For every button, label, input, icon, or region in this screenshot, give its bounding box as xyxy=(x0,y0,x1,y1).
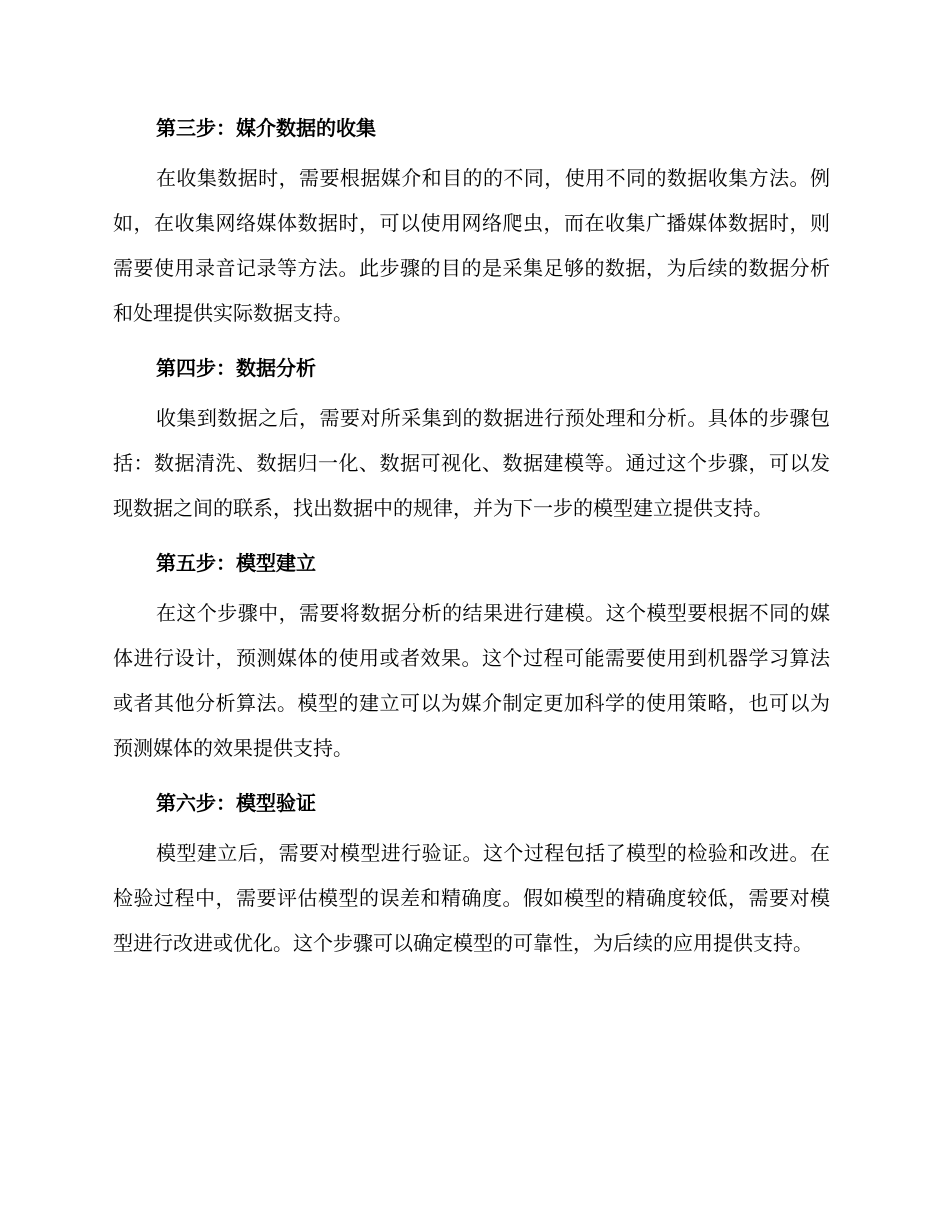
section-body-step-6: 模型建立后，需要对模型进行验证。这个过程包括了模型的检验和改进。在检验过程中，需要评估模型的误差和精确度。假如模型的精确度较低，需要对模型进行改进或优化。这个步骤可以确定模型的可靠性，为后续的应用提供支持。 xyxy=(113,841,830,955)
section-body-step-3: 在收集数据时，需要根据媒介和目的的不同，使用不同的数据收集方法。例如，在收集网络媒体数据时，可以使用网络爬虫，而在收集广播媒体数据时，则需要使用录音记录等方法。此步骤的目的是采集足够的数据，为后续的数据分析和处理提供实际数据支持。 xyxy=(113,166,830,325)
section-body-step-5: 在这个步骤中，需要将数据分析的结果进行建模。这个模型要根据不同的媒体进行设计，预测媒体的使用或者效果。这个过程可能需要使用到机器学习算法或者其他分析算法。模型的建立可以为媒介制定更加科学的使用策略，也可以为预测媒体的效果提供支持。 xyxy=(113,601,830,760)
section-body-step-4: 收集到数据之后，需要对所采集到的数据进行预处理和分析。具体的步骤包括：数据清洗、数据归一化、数据可视化、数据建模等。通过这个步骤，可以发现数据之间的联系，找出数据中的规律，并为下一步的模型建立提供支持。 xyxy=(113,406,830,520)
section-heading-step-6: 第六步：模型验证 xyxy=(156,791,316,815)
section-heading-step-3: 第三步：媒介数据的收集 xyxy=(156,116,376,140)
section-heading-step-4: 第四步：数据分析 xyxy=(156,356,316,380)
section-heading-step-5: 第五步：模型建立 xyxy=(156,551,316,575)
